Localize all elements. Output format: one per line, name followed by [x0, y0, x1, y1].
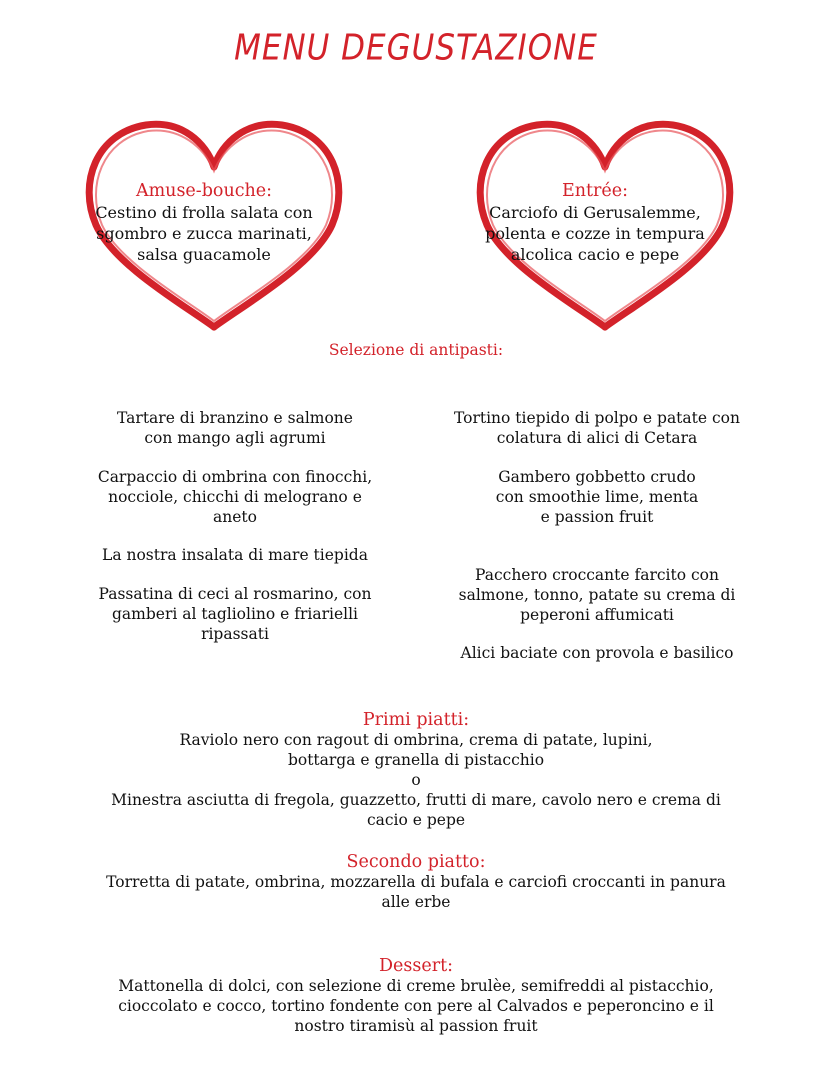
amuse-line: Cestino di frolla salata con [95, 203, 313, 222]
antipasto-item [417, 643, 777, 663]
antipasto-line: Alici baciate con provola e basilico [460, 644, 734, 662]
antipasto-line: Tortino tiepido di polpo e patate con [454, 409, 740, 427]
dessert-section [0, 956, 832, 1036]
entree-section [455, 115, 735, 345]
primi-line: o [411, 771, 421, 789]
secondo-heading: Secondo piatto: [346, 852, 486, 872]
antipasto-line: aneto [213, 508, 257, 526]
secondo-line: Torretta di patate, ombrina, mozzarella di bufala e carciofi croccanti in panura [106, 873, 726, 891]
antipasti-heading: Selezione di antipasti: [328, 341, 504, 359]
dessert-line: Mattonella di dolci, con selezione di creme brulèe, semifreddi al pistacchio, [118, 977, 714, 995]
amuse-line: sgombro e zucca marinati, [96, 224, 312, 243]
antipasto-line: Passatina di ceci al rosmarino, con [98, 585, 372, 603]
amuse-bouche-text [64, 181, 344, 265]
amuse-line: salsa guacamole [137, 245, 271, 264]
antipasto-item [417, 565, 777, 625]
entree-line: Carciofo di Gerusalemme, [489, 203, 701, 222]
dessert-heading: Dessert: [379, 956, 453, 976]
antipasti-right-column [417, 408, 777, 668]
antipasto-item [55, 408, 415, 448]
primi-line: Minestra asciutta di fregola, guazzetto, frutti di mare, cavolo nero e crema di [111, 791, 721, 809]
antipasto-line: peperoni affumicati [520, 606, 674, 624]
antipasto-line: Gambero gobbetto crudo [498, 468, 696, 486]
antipasto-line: Carpaccio di ombrina con finocchi, [97, 468, 373, 486]
antipasto-line: La nostra insalata di mare tiepida [102, 546, 368, 564]
antipasto-line: con smoothie lime, menta [495, 488, 699, 506]
primi-heading: Primi piatti: [362, 710, 470, 730]
antipasto-item [55, 467, 415, 527]
primi-line: bottarga e granella di pistacchio [287, 751, 545, 769]
antipasto-line: Pacchero croccante farcito con [474, 566, 719, 584]
secondo-section [0, 852, 832, 912]
antipasto-item [55, 584, 415, 644]
antipasto-line: salmone, tonno, patate su crema di [458, 586, 736, 604]
dessert-line: cioccolato e cocco, tortino fondente con pere al Calvados e peperoncino e il [118, 997, 714, 1015]
secondo-line: alle erbe [381, 893, 451, 911]
antipasto-item [55, 545, 415, 565]
antipasti-left-column [55, 408, 415, 668]
antipasto-item [417, 408, 777, 448]
primi-section [0, 710, 832, 830]
primi-line: Raviolo nero con ragout di ombrina, crema di patate, lupini, [179, 731, 653, 749]
antipasto-item [417, 467, 777, 527]
primi-line: cacio e pepe [366, 811, 466, 829]
entree-line: alcolica cacio e pepe [510, 245, 680, 264]
antipasto-line: e passion fruit [540, 508, 654, 526]
entree-heading: Entrée: [561, 181, 629, 201]
antipasto-line: con mango agli agrumi [144, 429, 326, 447]
amuse-bouche-section [64, 115, 344, 345]
antipasto-line: gamberi al tagliolino e friarielli [111, 605, 359, 623]
entree-line: polenta e cozze in tempura [485, 224, 705, 243]
dessert-line: nostro tiramisù al passion fruit [294, 1017, 538, 1035]
amuse-bouche-heading: Amuse-bouche: [135, 181, 273, 201]
antipasto-line: ripassati [201, 625, 269, 643]
antipasto-line: colatura di alici di Cetara [496, 429, 698, 447]
menu-title: MENU DEGUSTAZIONE [234, 27, 598, 69]
antipasto-line: Tartare di branzino e salmone [117, 409, 353, 427]
antipasto-line: nocciole, chicchi di melograno e [108, 488, 362, 506]
entree-text [455, 181, 735, 265]
